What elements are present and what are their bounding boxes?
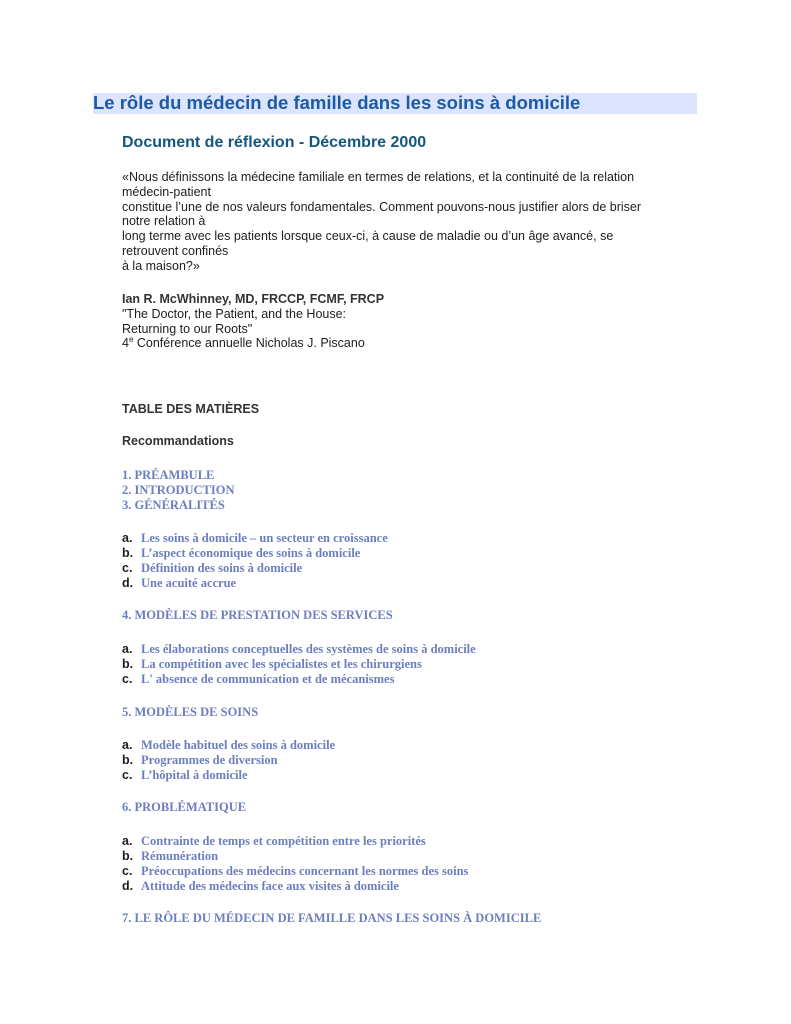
toc-link-problematique[interactable]: 6. PROBLÉMATIQUE (122, 800, 247, 814)
quote-line: «Nous définissons la médecine familiale en termes de relations, et la continuité de la relation (122, 170, 635, 184)
recommendations-label: Recommandations (122, 434, 234, 448)
toc-subitem (122, 561, 302, 576)
toc-link-modeles-prestation[interactable]: 4. MODÈLES DE PRESTATION DES SERVICES (122, 608, 393, 622)
toc-subitem (122, 546, 360, 561)
toc-subitem (122, 738, 335, 753)
quote-line: notre relation à (122, 214, 206, 229)
toc-link-modeles-soins[interactable]: 5. MODÈLES DE SOINS (122, 705, 259, 719)
toc-subitem-link[interactable]: Une acuité accrue (141, 576, 237, 590)
subitem-letter: a. (122, 834, 133, 848)
subitem-letter: c. (122, 561, 133, 575)
subitem-letter: b. (122, 753, 134, 767)
subitem-letter: b. (122, 849, 134, 863)
subitem-letter: a. (122, 531, 133, 545)
toc-subitem (122, 657, 422, 672)
quote-line: constitue l’une de nos valeurs fondamentales. Comment pouvons-nous justifier alors de briser (122, 199, 642, 214)
quote-line: long terme avec les patients lorsque ceux-ci, à cause de maladie ou d’un âge avancé, se (122, 229, 614, 244)
toc-subitem (122, 864, 468, 879)
subitem-letter: c. (122, 768, 133, 782)
toc-subitem-link[interactable]: La compétition avec les spécialistes et les chirurgiens (141, 657, 422, 671)
subitem-letter: b. (122, 657, 134, 671)
work-title-line: "The Doctor, the Patient, and the House: (122, 306, 347, 321)
toc-subitem-link[interactable]: Rémunération (141, 849, 219, 863)
subitem-letter: c. (122, 672, 133, 686)
toc-subitem (122, 879, 399, 894)
toc-subitem (122, 642, 476, 657)
conference-line (122, 336, 384, 351)
toc-subitem (122, 834, 426, 849)
subitem-letter: d. (122, 879, 134, 893)
toc-subitem-link[interactable]: Programmes de diversion (141, 753, 278, 767)
conference-ordinal: e (128, 335, 134, 345)
subitem-letter: c. (122, 864, 133, 878)
quote-line: médecin-patient (122, 184, 211, 199)
toc-link-introduction[interactable]: 2. INTRODUCTION (122, 483, 235, 497)
document-subtitle: Document de réflexion - Décembre 2000 (122, 134, 427, 151)
toc-link-generalites[interactable]: 3. GÉNÉRALITÉS (122, 498, 225, 512)
toc-subitem (122, 576, 236, 591)
subitem-letter: d. (122, 576, 134, 590)
toc-subitem-link[interactable]: Contrainte de temps et compétition entre les priorités (141, 834, 426, 848)
toc-subitem-link[interactable]: L’hôpital à domicile (141, 768, 248, 782)
toc-subitem (122, 768, 248, 783)
toc-subitem (122, 753, 278, 768)
toc-link-preambule[interactable]: 1. PRÉAMBULE (122, 468, 215, 482)
toc-subitem (122, 531, 388, 546)
page-title: Le rôle du médecin de famille dans les soins à domicile (93, 92, 581, 113)
toc-heading: TABLE DES MATIÈRES (122, 402, 260, 416)
subitem-letter: a. (122, 738, 133, 752)
toc-link-role-medecin[interactable]: 7. LE RÔLE DU MÉDECIN DE FAMILLE DANS LES SOINS À DOMICILE (122, 911, 542, 925)
toc-subitem-link[interactable]: L' absence de communication et de mécanismes (141, 672, 395, 686)
quote-line: retrouvent confinés (122, 243, 229, 258)
toc-subitem-link[interactable]: Les soins à domicile – un secteur en croissance (141, 531, 388, 545)
subitem-letter: b. (122, 546, 134, 560)
toc-subitem-link[interactable]: Définition des soins à domicile (141, 561, 303, 575)
epigraph-quote (122, 170, 682, 274)
quote-line: à la maison?» (122, 258, 200, 273)
work-title-line: Returning to our Roots" (122, 321, 253, 336)
toc-subitem-link[interactable]: Modèle habituel des soins à domicile (141, 738, 336, 752)
toc-subitem-link[interactable]: Attitude des médecins face aux visites à domicile (141, 879, 399, 893)
quote-attribution (122, 292, 384, 351)
toc-subitem (122, 672, 394, 687)
toc-subitem-link[interactable]: L’aspect économique des soins à domicile (141, 546, 361, 560)
toc-subitem-link[interactable]: Les élaborations conceptuelles des systèmes de soins à domicile (141, 642, 476, 656)
toc-subitem-link[interactable]: Préoccupations des médecins concernant les normes des soins (141, 864, 469, 878)
subitem-letter: a. (122, 642, 133, 656)
toc-subitem (122, 849, 218, 864)
author-name: Ian R. McWhinney, MD, FRCCP, FCMF, FRCP (122, 292, 385, 306)
conference-number: 4 (122, 336, 129, 351)
conference-text: Conférence annuelle Nicholas J. Piscano (133, 336, 365, 351)
